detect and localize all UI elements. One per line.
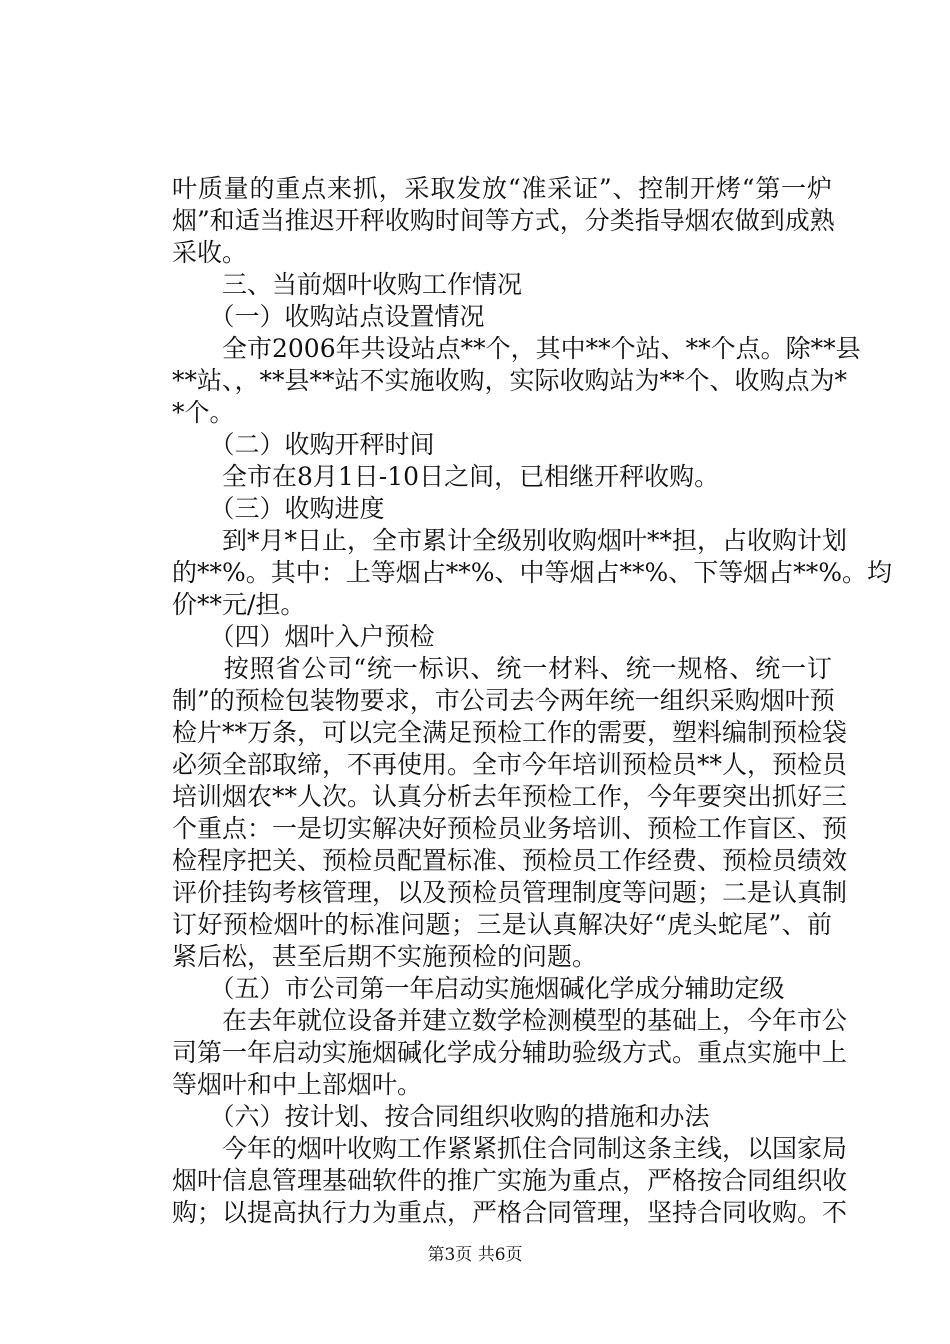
text-line: 个重点：一是切实解决好预检员业务培训、预检工作盲区、预 xyxy=(172,814,848,843)
text-line: 采收。 xyxy=(172,238,248,267)
text-line: 紧后松，甚至后期不实施预检的问题。 xyxy=(172,942,598,971)
text-line: （一）收购站点设置情况 xyxy=(172,302,485,331)
text-line: 今年的烟叶收购工作紧紧抓住合同制这条主线，以国家局 xyxy=(172,1134,848,1163)
text-line: 价**元/担。 xyxy=(172,590,306,619)
text-line: 烟”和适当推迟开秤收购时间等方式，分类指导烟农做到成熟 xyxy=(172,206,835,235)
text-line: 的**%。其中：上等烟占**%、中等烟占**%、下等烟占**%。均 xyxy=(172,558,893,587)
text-line: （四）烟叶入户预检 xyxy=(172,622,435,651)
text-line: （二）收购开秤时间 xyxy=(172,430,435,459)
text-line: 订好预检烟叶的标准问题；三是认真解决好“虎头蛇尾”、前 xyxy=(172,910,832,939)
text-line: 在去年就位设备并建立数学检测模型的基础上，今年市公 xyxy=(172,1006,848,1035)
text-line: 购；以提高执行力为重点，严格合同管理，坚持合同收购。不 xyxy=(172,1198,848,1227)
text-line: （六）按计划、按合同组织收购的措施和办法 xyxy=(172,1102,710,1131)
text-line: （三）收购进度 xyxy=(172,494,385,523)
text-line: 全市2006年共设站点**个，其中**个站、**个点。除**县 xyxy=(172,334,861,363)
text-line: 按照省公司“统一标识、统一材料、统一规格、统一订 xyxy=(172,654,832,683)
text-line: 制”的预检包装物要求，市公司去今两年统一组织采购烟叶预 xyxy=(172,686,835,715)
text-line: 等烟叶和中上部烟叶。 xyxy=(172,1070,423,1099)
text-line: 培训烟农**人次。认真分析去年预检工作，今年要突出抓好三 xyxy=(172,782,848,811)
page-footer: 第3页 共6页 xyxy=(427,1245,523,1265)
text-line: 烟叶信息管理基础软件的推广实施为重点，严格按合同组织收 xyxy=(172,1166,848,1195)
text-line: 检程序把关、预检员配置标准、预检员工作经费、预检员绩效 xyxy=(172,846,848,875)
text-line: *个。 xyxy=(172,398,235,427)
text-line: 三、当前烟叶收购工作情况 xyxy=(172,270,523,299)
text-line: 评价挂钩考核管理，以及预检员管理制度等问题；二是认真制 xyxy=(172,878,848,907)
text-line: 司第一年启动实施烟碱化学成分辅助验级方式。重点实施中上 xyxy=(172,1038,848,1067)
text-line: （五）市公司第一年启动实施烟碱化学成分辅助定级 xyxy=(172,974,785,1003)
text-line: 检片**万条，可以完全满足预检工作的需要，塑料编制预检袋 xyxy=(172,718,848,747)
text-line: **站、，**县**站不实施收购，实际收购站为**个、收购点为* xyxy=(172,366,848,395)
text-line: 叶质量的重点来抓，采取发放“准采证”、控制开烤“第一炉 xyxy=(172,174,832,203)
text-line: 必须全部取缔，不再使用。全市今年培训预检员**人，预检员 xyxy=(172,750,848,779)
text-line: 到*月*日止，全市累计全级别收购烟叶**担，占收购计划 xyxy=(172,526,848,555)
text-line: 全市在8月1日-10日之间，已相继开秤收购。 xyxy=(172,462,720,491)
